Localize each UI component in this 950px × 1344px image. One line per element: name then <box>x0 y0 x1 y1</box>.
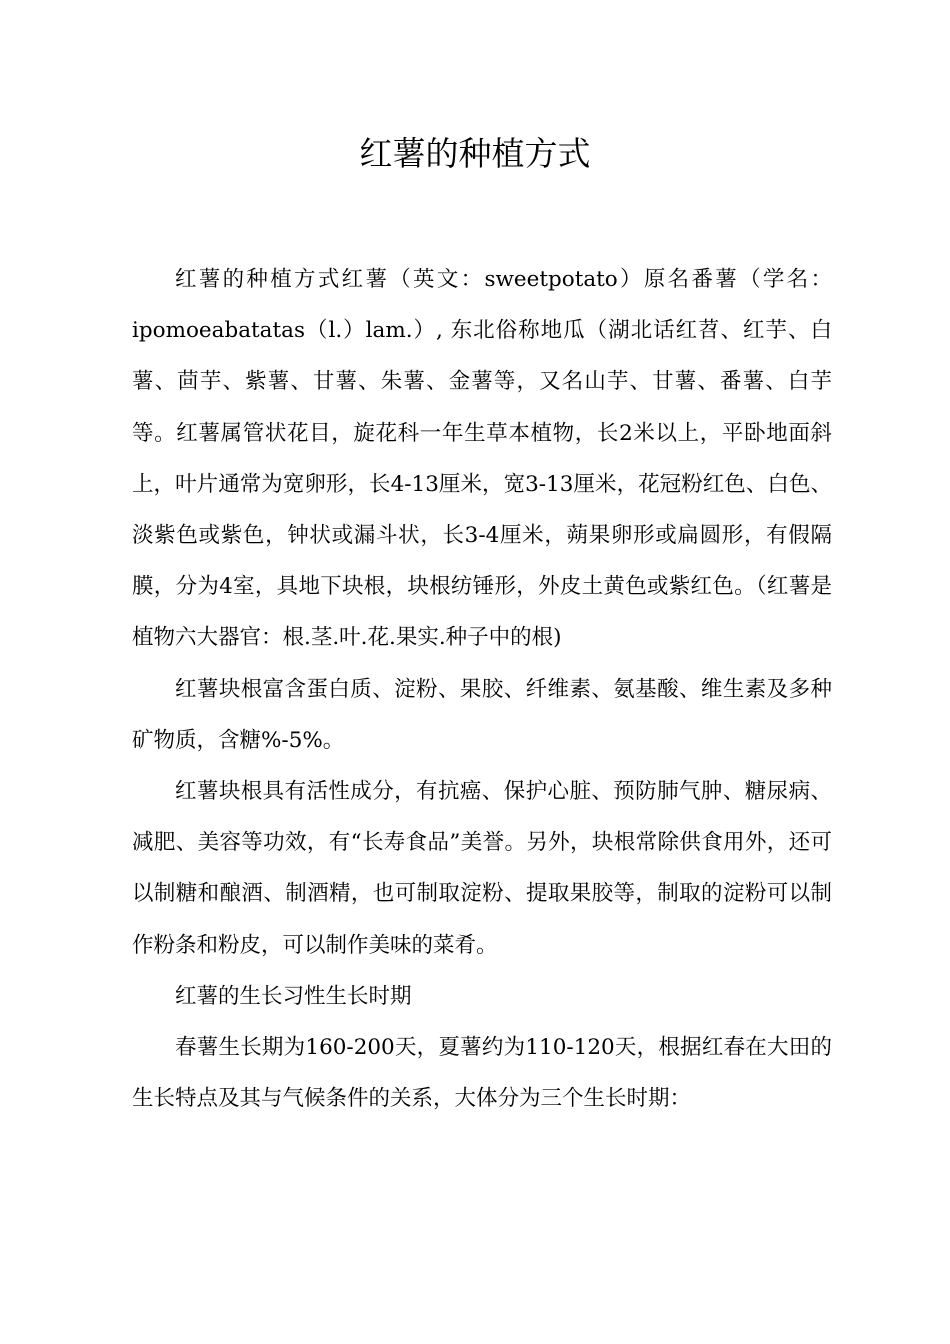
paragraph-benefits: 红薯块根具有活性成分，有抗癌、保护心脏、预防肺气肿、糖尿病、减肥、美容等功效，有“长寿食品”美誉。另外，块根常除供食用外，还可以制糖和酿酒、制酒精，也可制取淀粉、提取果胶等，制取的淀粉可以制作粉条和粉皮，可以制作美味的菜肴。 <box>132 779 832 958</box>
paragraph-growth-heading: 红薯的生长习性生长时期 <box>175 983 412 1009</box>
paragraph-intro: 红薯的种植方式红薯（英文：sweetpotato）原名番薯（学名：ipomoeabatatas（l.）lam.）, 东北俗称地瓜（湖北话红苕、红芋、白薯、茴芋、紫薯、甘薯、朱薯、金薯等，又名山芋、甘薯、番薯、白芋等。红薯属管状花目，旋花科一年生草本植物，长2米以上，平卧地面斜上，叶片通常为宽卵形，长4-13厘米，宽3-13厘米，花冠粉红色、白色、淡紫色或紫色，钟状或漏斗状，长3-4厘米，蒴果卵形或扁圆形，有假隔膜，分为4室，具地下块根，块根纺锤形，外皮土黄色或紫红色。（红薯是植物六大器官：根.茎.叶.花.果实.种子中的根) <box>132 267 832 651</box>
document-title: 红薯的种植方式 <box>359 134 591 173</box>
document-body <box>132 254 832 1124</box>
paragraph-nutrition: 红薯块根富含蛋白质、淀粉、果胶、纤维素、氨基酸、维生素及多种矿物质，含糖%-5%。 <box>132 676 832 753</box>
paragraph-growth-period: 春薯生长期为160-200天，夏薯约为110-120天，根据红春在大田的生长特点及其与气候条件的关系，大体分为三个生长时期： <box>132 1035 832 1112</box>
